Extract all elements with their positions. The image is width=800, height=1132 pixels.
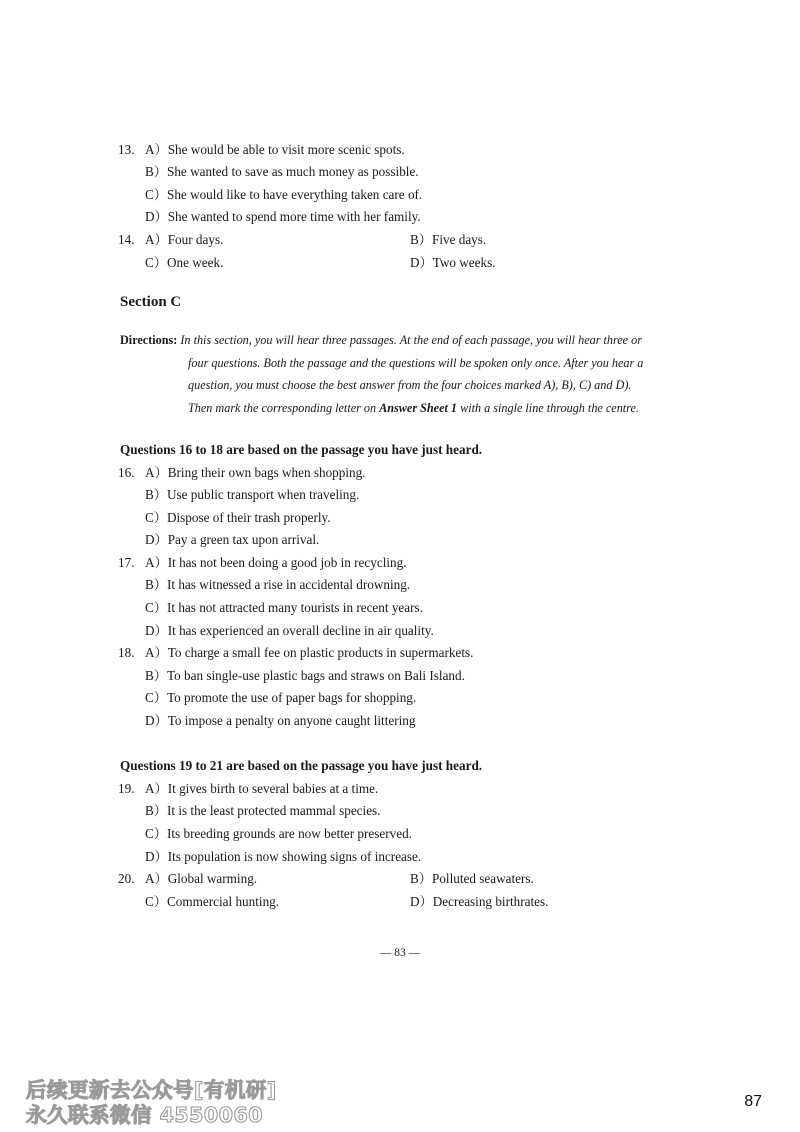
option-text: Dispose of their trash properly. xyxy=(166,510,331,525)
watermark-line-1: 后续更新去公众号[有机研] xyxy=(26,1078,277,1102)
directions-line-4-end: with a single line through the centre. xyxy=(460,400,639,415)
option-text: She wanted to spend more time with her family. xyxy=(167,209,421,224)
question-group-heading: Questions 16 to 18 are based on the passage you have just heard. xyxy=(120,442,483,457)
option-label: D） xyxy=(410,894,433,909)
option-label: A） xyxy=(145,142,168,157)
option-label: A） xyxy=(145,465,168,480)
option-label: D） xyxy=(145,209,168,224)
option-label: D） xyxy=(145,713,168,728)
option-text: It gives birth to several babies at a time. xyxy=(167,781,379,796)
option-text: One week. xyxy=(166,255,224,270)
question-group-heading: Questions 19 to 21 are based on the passage you have just heard. xyxy=(120,758,483,773)
option-label: B） xyxy=(145,577,167,592)
option-text: Decreasing birthrates. xyxy=(432,894,549,909)
option-text: Five days. xyxy=(431,232,487,247)
option-label: C） xyxy=(145,826,167,841)
option-text: To charge a small fee on plastic products in supermarkets. xyxy=(167,645,474,660)
option-text: Pay a green tax upon arrival. xyxy=(167,532,320,547)
question-number: 19. xyxy=(118,781,135,796)
option-text: It has not attracted many tourists in recent years. xyxy=(166,600,423,615)
answer-sheet-ref: Answer Sheet 1 xyxy=(379,400,458,415)
option-text: It has experienced an overall decline in air quality. xyxy=(167,623,434,638)
question-number: 18. xyxy=(118,645,135,660)
option-text: To impose a penalty on anyone caught littering xyxy=(167,713,416,728)
option-text: Two weeks. xyxy=(432,255,496,270)
directions-line-2: four questions. Both the passage and the questions will be spoken only once. After you hear a xyxy=(188,355,644,370)
option-label: D） xyxy=(145,532,168,547)
option-label: C） xyxy=(145,510,167,525)
option-text: She would be able to visit more scenic spots. xyxy=(167,142,405,157)
option-text: Bring their own bags when shopping. xyxy=(167,465,366,480)
option-label: C） xyxy=(145,690,167,705)
directions-label: Directions: xyxy=(120,333,178,347)
option-text: She wanted to save as much money as possible. xyxy=(166,164,419,179)
question-number: 20. xyxy=(118,871,135,886)
option-text: To promote the use of paper bags for shopping. xyxy=(166,690,417,705)
option-label: C） xyxy=(145,894,167,909)
option-text: Its breeding grounds are now better preserved. xyxy=(166,826,412,841)
watermark xyxy=(26,1078,277,1128)
option-label: D） xyxy=(145,623,168,638)
option-text: Four days. xyxy=(167,232,224,247)
option-label: D） xyxy=(410,255,433,270)
option-label: B） xyxy=(410,232,432,247)
option-label: A） xyxy=(145,232,168,247)
option-text: It has witnessed a rise in accidental drowning. xyxy=(166,577,411,592)
option-text: Polluted seawaters. xyxy=(431,871,534,886)
option-label: A） xyxy=(145,555,168,570)
option-text: Commercial hunting. xyxy=(166,894,280,909)
directions-line-3: question, you must choose the best answer from the four choices marked A), B), C) and D). xyxy=(188,378,632,393)
question-number: 17. xyxy=(118,555,135,570)
section-title: Section C xyxy=(120,294,182,310)
option-label: B） xyxy=(145,164,167,179)
option-label: C） xyxy=(145,600,167,615)
option-label: A） xyxy=(145,645,168,660)
question-number: 16. xyxy=(118,465,135,480)
directions-block xyxy=(120,329,685,419)
option-label: C） xyxy=(145,255,167,270)
option-text: Global warming. xyxy=(167,871,258,886)
directions-line-4: Then mark the corresponding letter on xyxy=(188,400,377,415)
option-label: A） xyxy=(145,781,168,796)
option-label: B） xyxy=(145,803,167,818)
option-text: Its population is now showing signs of increase. xyxy=(167,849,422,864)
option-label: B） xyxy=(410,871,432,886)
option-text: It is the least protected mammal species. xyxy=(166,803,381,818)
option-label: B） xyxy=(145,487,167,502)
option-text: To ban single-use plastic bags and straws on Bali Island. xyxy=(166,668,465,683)
option-text: Use public transport when traveling. xyxy=(166,487,360,502)
option-label: A） xyxy=(145,871,168,886)
option-label: D） xyxy=(145,849,168,864)
directions-line-1: In this section, you will hear three passages. At the end of each passage, you will hear three or xyxy=(180,333,642,347)
option-text: She would like to have everything taken care of. xyxy=(166,187,423,202)
question-number: 13. xyxy=(118,142,135,157)
question-number: 14. xyxy=(118,232,135,247)
option-label: C） xyxy=(145,187,167,202)
page-number: — 83 — xyxy=(379,947,421,959)
watermark-line-2: 永久联系微信 4550060 xyxy=(26,1103,263,1127)
option-label: B） xyxy=(145,668,167,683)
option-text: It has not been doing a good job in recycling. xyxy=(167,555,407,570)
corner-page-number: 87 xyxy=(744,1093,762,1110)
